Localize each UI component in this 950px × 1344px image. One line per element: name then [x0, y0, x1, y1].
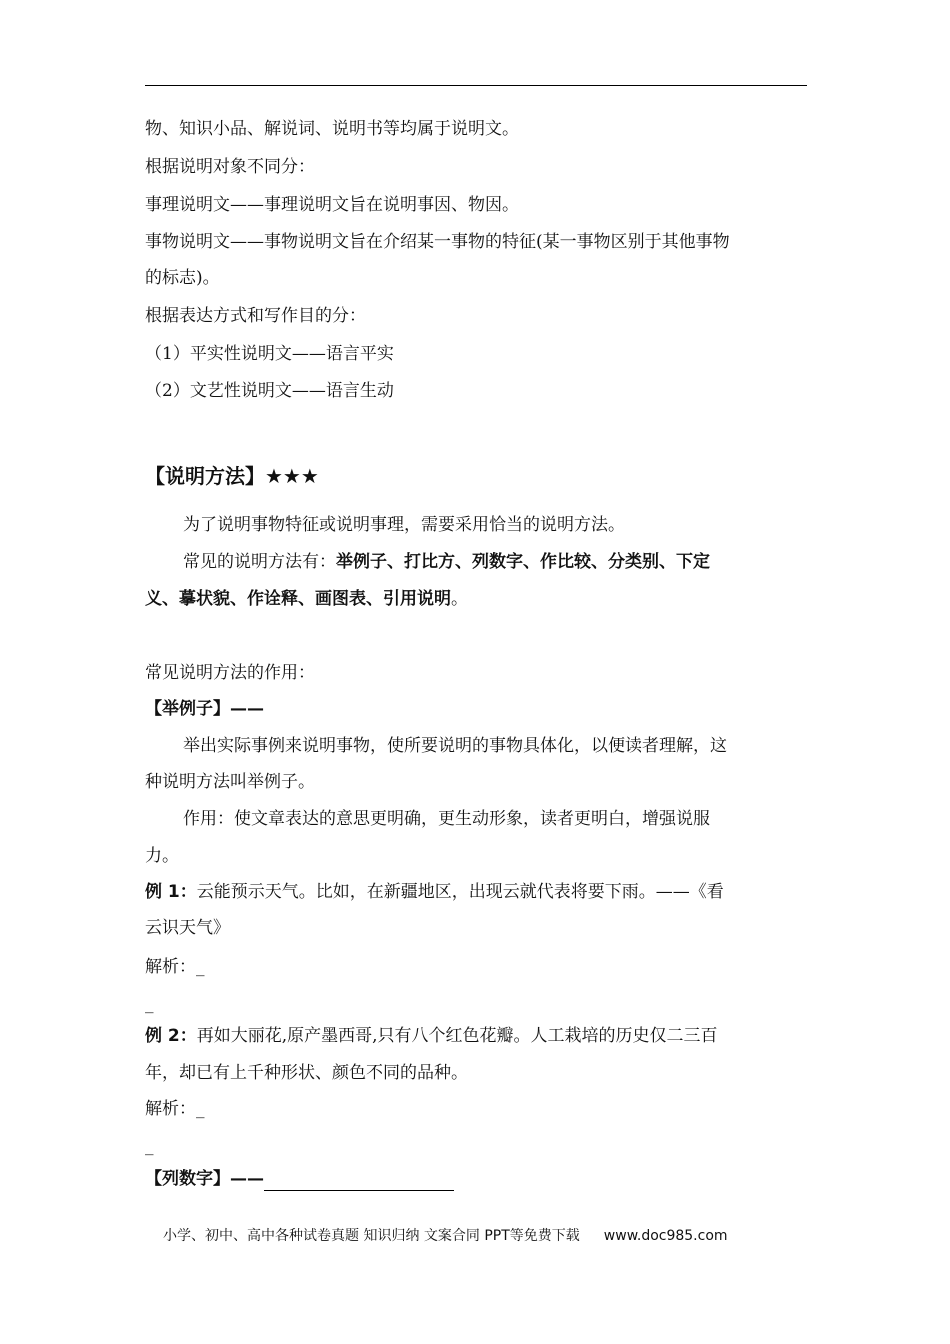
intro-line-4: 事物说明文——事物说明文旨在介绍某一事物的特征(某一事物区别于其他事物	[145, 232, 730, 252]
analysis-2: 解析：_	[145, 1099, 205, 1119]
methods-para-1: 为了说明事物特征或说明事理，需要采用恰当的说明方法。	[183, 515, 625, 535]
example-desc-1: 举出实际事例来说明事物，使所要说明的事物具体化，以便读者理解，这	[183, 736, 727, 756]
example-effect-2: 力。	[145, 846, 179, 866]
intro-line-5: 的标志)。	[145, 268, 220, 288]
example-effect-1: 作用：使文章表达的意思更明确，更生动形象，读者更明白，增强说服	[183, 809, 710, 829]
example-method-label: 【举例子】——	[145, 699, 264, 719]
number-method-label: 【列数字】——	[145, 1169, 264, 1189]
example-2	[145, 1024, 807, 1048]
analysis-1: 解析：_	[145, 957, 205, 977]
intro-line-6: 根据表达方式和写作目的分：	[145, 306, 366, 326]
intro-line-3: 事理说明文——事理说明文旨在说明事因、物因。	[145, 195, 519, 215]
methods-list-1: 举例子、打比方、列数字、作比较、分类别、下定	[336, 552, 710, 572]
footer	[163, 1226, 728, 1246]
methods-para-2-cont	[145, 587, 807, 611]
example-1-text: 云能预示天气。比如，在新疆地区，出现云就代表将要下雨。——《看	[196, 882, 724, 902]
methods-heading: 【说明方法】★★★	[145, 464, 319, 488]
header-rule	[145, 85, 807, 86]
example-1	[145, 880, 807, 904]
footer-site: www.doc985.com	[603, 1228, 728, 1244]
methods-para-2-prefix: 常见的说明方法有：	[183, 552, 336, 572]
example-2-text: 再如大丽花,原产墨西哥,只有八个红色花瓣。人工栽培的历史仅二三百	[196, 1026, 718, 1046]
methods-para-2	[183, 550, 807, 574]
analysis-1-blank: _	[145, 994, 154, 1014]
example-desc-2: 种说明方法叫举例子。	[145, 772, 315, 792]
example-1-text-cont: 云识天气》	[145, 918, 230, 938]
methods-list-2: 义、摹状貌、作诠释、画图表、引用说明	[145, 589, 451, 609]
methods-para-2-end: 。	[451, 589, 468, 609]
intro-line-1: 物、知识小品、解说词、说明书等均属于说明文。	[145, 119, 519, 139]
number-method	[145, 1167, 807, 1191]
footer-text: 小学、初中、高中各种试卷真题 知识归纳 文案合同 PPT等免费下载	[163, 1228, 580, 1244]
example-1-label: 例 1：	[145, 882, 197, 902]
effects-title: 常见说明方法的作用：	[145, 663, 315, 683]
analysis-2-blank: _	[145, 1136, 154, 1156]
number-method-answer-blank	[264, 1172, 454, 1191]
intro-line-8: （2）文艺性说明文——语言生动	[145, 381, 394, 401]
intro-line-7: （1）平实性说明文——语言平实	[145, 344, 394, 364]
example-2-text-cont: 年，却已有上千种形状、颜色不同的品种。	[145, 1063, 468, 1083]
example-2-label: 例 2：	[145, 1026, 197, 1046]
intro-line-2: 根据说明对象不同分：	[145, 157, 315, 177]
